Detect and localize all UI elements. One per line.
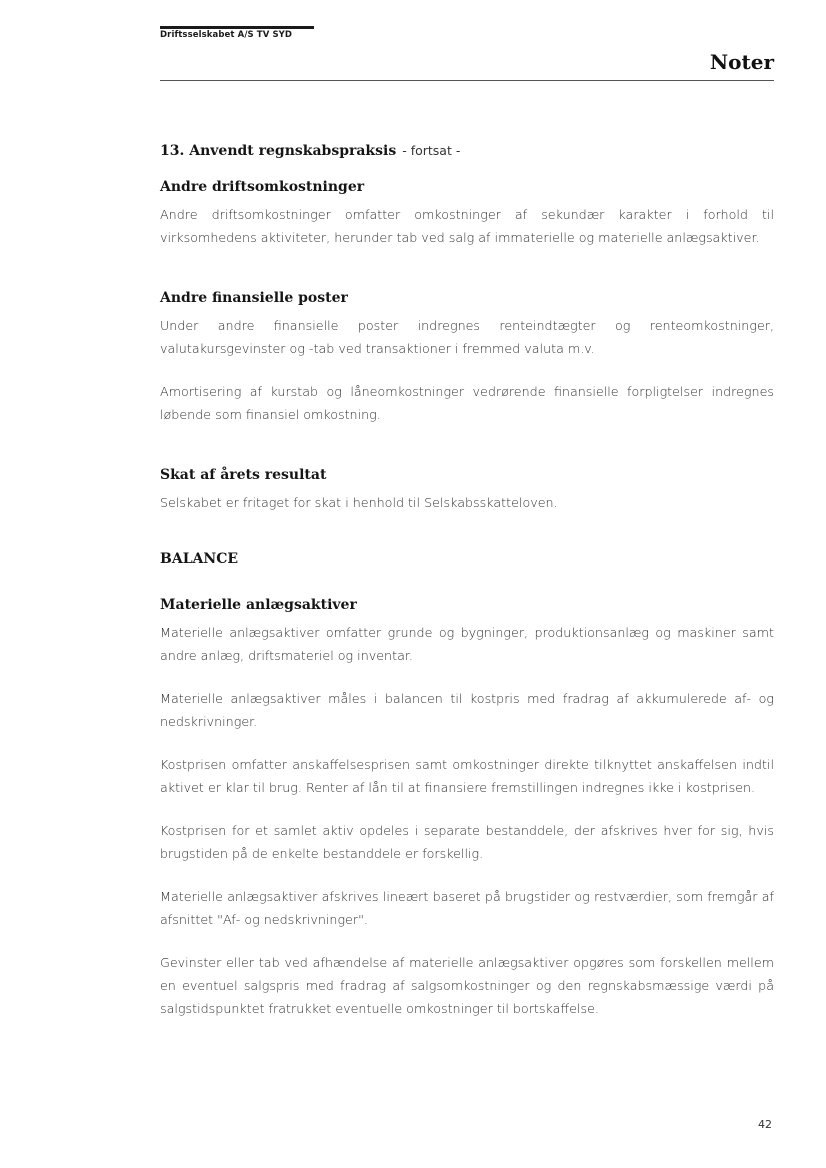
- paragraph: Materielle anlægsaktiver omfatter grunde og bygninger, produktionsanlæg og maskiner samt andre anlæg, driftsmateriel og inventar.: [160, 625, 774, 663]
- paragraph: Materielle anlægsaktiver afskrives lineært baseret på brugstider og restværdier, som fremgår af afsnittet "Af- og nedskrivninger".: [160, 889, 774, 927]
- heading-other-operating-costs: Andre driftsomkostninger: [160, 179, 365, 195]
- paragraph: Kostprisen omfatter anskaffelsesprisen samt omkostninger direkte tilknyttet anskaffelsen indtil aktivet er klar til brug. Renter af lån til at finansiere fremstillingen indregnes ikke i kostprisen.: [160, 757, 774, 795]
- paragraph: Gevinster eller tab ved afhændelse af materielle anlægsaktiver opgøres som forskellen mellem en eventuel salgspris med fradrag af salgsomkostninger og den regnskabsmæssige værdi på salgstidspunktet fratrukket eventuelle omkostninger til bortskaffelse.: [160, 955, 774, 1016]
- title-divider: [160, 80, 774, 81]
- paragraph: Amortisering af kurstab og låneomkostninger vedrørende finansielle forpligtelser indregnes løbende som finansiel omkostning.: [160, 384, 774, 422]
- heading-tangible-assets: Materielle anlægsaktiver: [160, 597, 357, 613]
- paragraph: Under andre finansielle poster indregnes renteindtægter og renteomkostninger, valutakursgevinster og -tab ved transaktioner i fremmed valuta m.v.: [160, 318, 774, 356]
- paragraph: Kostprisen for et samlet aktiv opdeles i separate bestanddele, der afskrives hver for sig, hvis brugstiden på de enkelte bestanddele er forskellig.: [160, 823, 774, 861]
- section-continued-note: - fortsat -: [402, 143, 461, 158]
- page-number: 42: [758, 1118, 772, 1131]
- page-content: [160, 143, 774, 1020]
- section-heading: [160, 143, 774, 159]
- heading-tax: Skat af årets resultat: [160, 467, 327, 483]
- section-title: 13. Anvendt regnskabspraksis: [160, 143, 397, 159]
- page-title: Noter: [709, 50, 774, 74]
- paragraph: Selskabet er fritaget for skat i henhold til Selskabsskatteloven.: [160, 495, 558, 510]
- paragraph: Andre driftsomkostninger omfatter omkostninger af sekundær karakter i forhold til virksomhedens aktiviteter, herunder tab ved salg af immaterielle og materielle anlægsaktiver.: [160, 207, 774, 245]
- heading-balance: BALANCE: [160, 551, 239, 567]
- company-name: Driftsselskabet A/S TV SYD: [160, 30, 293, 40]
- paragraph: Materielle anlægsaktiver måles i balancen til kostpris med fradrag af akkumulerede af- og nedskrivninger.: [160, 691, 774, 729]
- heading-other-financial-items: Andre finansielle poster: [160, 290, 348, 306]
- header-rule: [160, 26, 314, 29]
